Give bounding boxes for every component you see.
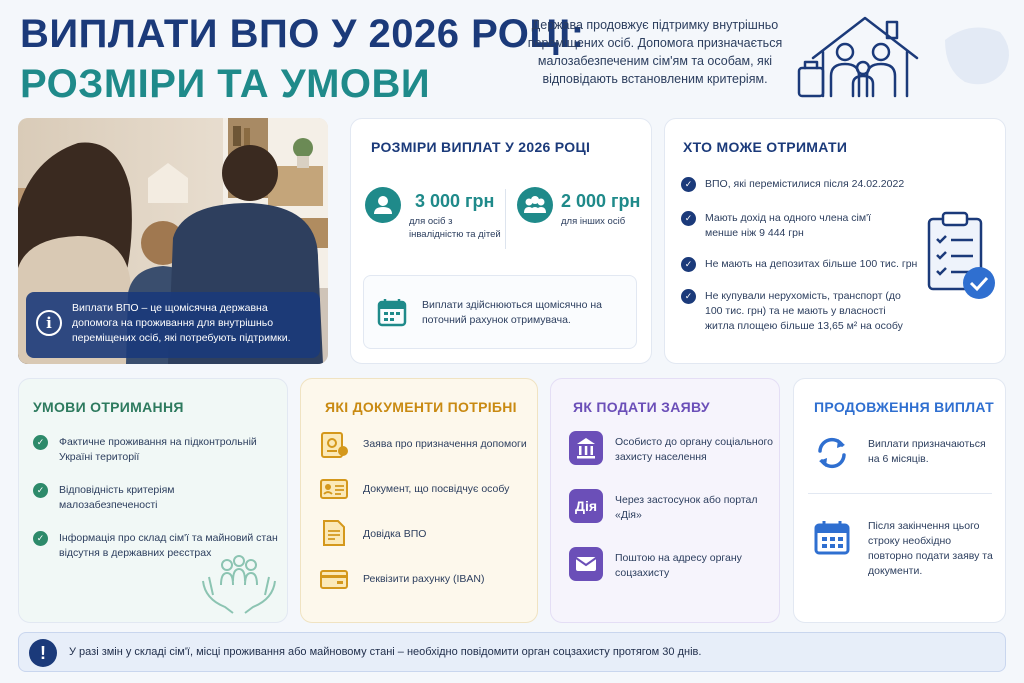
documents-item: Заява про призначення допомоги (363, 438, 527, 450)
divider (505, 189, 506, 249)
eligibility-item: ВПО, які перемістилися після 24.02.2022 (705, 178, 905, 190)
extension-item: Виплати призначаються на 6 місяців. (868, 438, 986, 465)
monthly-note-text: Виплати здійснюються щомісячно на поточний рахунок отримувача. (422, 299, 603, 326)
info-banner-text: Виплати ВПО – це щомісячна державна допомога на проживання для внутрішньо переміщених осіб, які потребують підтримки. (72, 302, 291, 344)
person-icon (365, 187, 401, 223)
amount-desc-1: для осіб з інвалідністю та дітей (409, 216, 501, 240)
eligibility-item: Мають дохід на одного члена сім'ї менше ніж 9 444 грн (705, 212, 872, 239)
conditions-item: Інформація про склад сім'ї та майновий стан відсутня в державних реєстрах (59, 532, 278, 559)
amount-value-1: 3 000 грн (415, 191, 495, 211)
application-doc-icon (319, 431, 349, 459)
documents-item: Реквізити рахунку (IBAN) (363, 573, 485, 585)
apply-card (550, 378, 780, 623)
id-card-icon (319, 475, 349, 503)
family-house-icon (795, 10, 1015, 105)
extension-card (793, 378, 1006, 623)
conditions-title: УМОВИ ОТРИМАННЯ (33, 399, 184, 415)
documents-card (300, 378, 538, 623)
bank-card-icon (319, 565, 349, 593)
mail-envelope-icon (569, 547, 603, 581)
apply-item: Через застосунок або портал «Дія» (615, 494, 758, 521)
page-title-line2: РОЗМІРИ ТА УМОВИ (20, 62, 431, 106)
conditions-card (18, 378, 288, 623)
calendar-icon (376, 296, 408, 333)
eligibility-item: Не мають на депозитах більше 100 тис. грн (705, 258, 918, 270)
extension-item: Після закінчення цього строку необхідно повторно подати заяву та документи. (868, 520, 993, 577)
certificate-icon (319, 519, 349, 547)
amount-value-2: 2 000 грн (561, 191, 641, 211)
apply-item: Поштою на адресу органу соцзахисту (615, 552, 742, 579)
conditions-item: Відповідність критеріям малозабезпеченості (59, 484, 175, 511)
checklist-icon (925, 211, 997, 308)
monthly-note-box (363, 275, 637, 349)
conditions-item: Фактичне проживання на підконтрольній Україні території (59, 436, 257, 463)
info-banner (26, 292, 320, 358)
eligibility-card (664, 118, 1006, 364)
check-icon: ✓ (681, 257, 696, 272)
intro-text: Держава продовжує підтримку внутрішньо переміщених осіб. Допомога призначається малозабезпеченим сім'ям та особам, які відповідають встановленим критеріям. (527, 18, 783, 86)
eligibility-title: ХТО МОЖЕ ОТРИМАТИ (683, 139, 848, 155)
documents-item: Довідка ВПО (363, 528, 427, 540)
check-icon: ✓ (33, 531, 48, 546)
footer-warning-text: У разі змін у складі сім'ї, місці проживання або майновому стані – необхідно повідомити орган соцзахисту протягом 30 днів. (69, 646, 702, 658)
eligibility-item: Не купували нерухомість, транспорт (до 100 тис. грн) та не мають у власності житла площею більше 13,65 м² на особу (705, 290, 903, 332)
amounts-card (350, 118, 652, 364)
group-icon (517, 187, 553, 223)
check-icon: ✓ (33, 483, 48, 498)
check-icon: ✓ (681, 177, 696, 192)
divider (808, 493, 992, 494)
apply-title: ЯК ПОДАТИ ЗАЯВУ (573, 399, 710, 415)
calendar-icon (812, 517, 852, 562)
page-title-line1: ВИПЛАТИ ВПО У 2026 РОЦІ: (20, 12, 585, 56)
apply-item: Особисто до органу соціального захисту населення (615, 436, 773, 463)
refresh-icon (812, 433, 852, 478)
extension-title: ПРОДОВЖЕННЯ ВИПЛАТ (814, 399, 994, 415)
diia-app-icon: Дія (569, 489, 603, 523)
footer-warning-bar (18, 632, 1006, 672)
check-icon: ✓ (33, 435, 48, 450)
check-icon: ✓ (681, 211, 696, 226)
info-icon: i (36, 310, 62, 336)
check-icon: ✓ (681, 289, 696, 304)
amount-desc-2: для інших осіб (561, 216, 626, 227)
documents-item: Документ, що посвідчує особу (363, 483, 510, 495)
exclamation-icon: ! (29, 639, 57, 667)
amounts-title: РОЗМІРИ ВИПЛАТ У 2026 РОЦІ (371, 139, 591, 155)
documents-title: ЯКІ ДОКУМЕНТИ ПОТРІБНІ (325, 399, 517, 415)
hands-family-icon (199, 551, 279, 620)
government-building-icon (569, 431, 603, 465)
